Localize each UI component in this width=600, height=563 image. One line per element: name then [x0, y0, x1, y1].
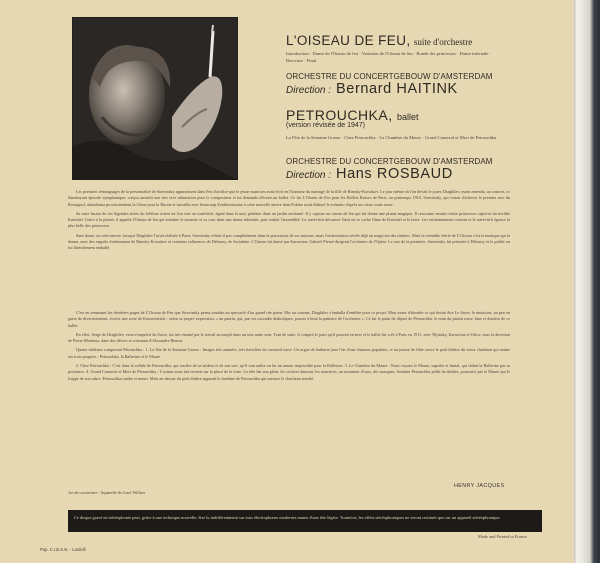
stereo-notice-band: Ce disque gravé en stéréophonie peut, grâce à une technique nouvelle, être lu indifféremment sur tous électrophones modernes munis d'une tête légère. Toutefois, les effets stéréophoniques ne seront restitués que sur un appareil stéréophonique.: [68, 510, 542, 532]
liner-paragraph: En effet, Serge de Diaghilev, venu s'enquérir du Sacre, fut très étonné par le travail accompli dans un tout autre sens. Tout de suite, il comprit le parti qu'il pouvait en tirer et le ballet fut créé à Paris en 1911, avec Nijinsky, Karsavina et Orlov, sous la direction de Pierre Monteux, dans des décors et costumes d'Alexandre Benois.: [68, 331, 510, 344]
author-signature: HENRY JACQUES: [454, 483, 505, 489]
sleeve-spine: [574, 0, 600, 563]
liner-paragraph: C'est en terminant les dernières pages de L'Oiseau de Feu que Stravinsky pensa soudain au spectacle d'un grand rite païen. Mis au courant, Diaghilev s'emballa d'emblée pour ce projet. Mais avant d'aborder ce qui devait être Le Sacre, le musicien, un peu en guise de divertissement, écrivit une sorte de Konzertstück : selon sa propre expression, « un pantin, qui, par ses cascades diaboliques, pousse à bout la patience de l'orchestre ». Ce fut le point de départ de Petrouchka, le nom du pantin russe, âme et douleur de ce ballet.: [68, 310, 510, 328]
firebird-subtitle: suite d'orchestre: [413, 37, 473, 47]
petrouchka-subtitle: ballet: [397, 112, 419, 122]
cover-credit: 1re de couverture : Aquarelle de Josef Willner: [68, 490, 146, 495]
firebird-title-text: L'OISEAU DE FEU,: [286, 33, 411, 48]
petrouchka-title-text: PETROUCHKA,: [286, 107, 393, 123]
liner-paragraph: 2. Chez Petrouchka : C'est dans la cellule de Petrouchka, qui souffre de sa laideur et de son sort, qu'il sent naître en lui un amour impossible pour la Ballerine. 3. Le Chambre du Maure : Nous voyons le Maure, superbe et brutal, qui séduit la Ballerine par sa prestance. 4. Grand Carnaval et Mort de Petrouchka : L'action nous fait revenir sur la place de la foire. La fête bat son plein, les cochers dansent, les nourrices, un montreur d'ours, des masques. Soudain Petrouchka jaillit du théâtre, poursuivi par le Maure qui le frappe de son sabre. Petrouchka tombe et meurt. Mais au-dessus du petit théâtre apparaît le fantôme de Petrouchka qui menace le charlatan terrifié.: [68, 363, 510, 381]
liner-paragraph: Les premiers témoignages de la personnalité de Stravinsky apparaissent dans Feu d'artifice que le jeune musicien avait écrit en l'honneur du mariage de la fille de Rimsky-Korsakov. Le jour même où l'on devait le jouer, Diaghilev, ayant entendu, au concert, ce flamboyant épisode symphonique, conçut aussitôt une très vive admiration pour le compositeur et lui demanda d'écrire un ballet. Ce fut L'Oiseau de Feu pour les Ballets Russes de Paris, au printemps 1910. Stravinsky, qui venait d'achever le premier acte du Rossignol, abandonna provisoirement la Chine pour la Russie et travailla avec beaucoup d'enthousiasme à cette nouvelle œuvre dont Fokine avait élaboré le scénario d'après un vieux conte russe.: [68, 189, 510, 207]
stravinsky-portrait-photo: [72, 17, 238, 180]
petrouchka-version: (version révisée de 1947): [286, 122, 365, 129]
firebird-title: [286, 33, 472, 48]
petrouchka-movements: La Fête de la Semaine Grasse · Chez Petrouchka · La Chambre du Maure · Grand Carnaval et Mort de Petrouchka: [286, 135, 497, 140]
petrouchka-direction-label: Direction :: [286, 170, 332, 181]
petrouchka-orchestra: ORCHESTRE DU CONCERTGEBOUW D'AMSTERDAM: [286, 157, 493, 166]
liner-paragraph: Sans doute, en cette œuvre, lorsque Diaghilev l'avait réalisée à Paris, Stravinsky n'était-il pas complètement dans la possession de ses moyens, mais l'orchestration révèle déjà un magicien des timbres. Mais la véritable féerie de L'Oiseau c'est la musique qui la donne, avec des rappels évidemment de Rimsky-Korsakov et certaines influences de Debussy, de Scriabine. L'Oiseau fut dansé par Karsavina. Gabriel Pierné dirigeait l'orchestre de l'Opéra. Le soir de la première, Stravinsky fut présenté à Debussy et le public en fut littéralement emballé.: [68, 232, 510, 251]
firebird-orchestra: ORCHESTRE DU CONCERTGEBOUW D'AMSTERDAM: [286, 72, 493, 81]
made-in-france: Made and Printed in France: [478, 534, 527, 539]
liner-paragraph: Sa suite fusion de ces légendes tirées du folklore orient où l'on voit un tsarévitch, égaré dans la nuit, pénétrer dans un jardin enchanté. Il y capture un oiseau de feu qui lui donne une plume magique. Il rencontre ensuite treize princesses captives du terrible Kastcheï. Grâce à la plume, il appelle l'Oiseau de feu qui entraîne le monstre et sa cour dans une danse infernale, puis endort l'assemblée. Le tsarévitch découvre l'œuf où se cache l'âme de Kastcheï et le brise. Les enchantements cessent et le tsarévitch épouse la plus belle des princesses.: [68, 210, 510, 229]
liner-notes-part1: [68, 189, 510, 292]
firebird-direction: [286, 81, 458, 97]
liner-paragraph: Quatre tableaux composent Petrouchka : 1. La fête de la Semaine Grasse : Images très animées, très bariolées du carnaval russe. Un orgue de barbarie joue l'air d'une chanson populaire, et un joueur de flûte ouvre le petit théâtre du vieux charlatan qui anime ses trois poupées : Petrouchka, la Ballerine et le Maure.: [68, 347, 510, 359]
petrouchka-conductor: Hans ROSBAUD: [336, 166, 453, 182]
petrouchka-direction: [286, 166, 453, 182]
petrouchka-title: [286, 107, 419, 123]
liner-notes-part2: [68, 310, 510, 472]
printer-mark: Pap. C.I.B.S.N. - Lardelli: [40, 547, 86, 552]
firebird-direction-label: Direction :: [286, 85, 332, 96]
firebird-movements: Introduction · Danse de l'Oiseau de feu · Variation de l'Oiseau de feu · Ronde des princesses · Danse infernale · Berceuse · Final: [286, 51, 492, 63]
firebird-conductor: Bernard HAITINK: [336, 81, 458, 97]
